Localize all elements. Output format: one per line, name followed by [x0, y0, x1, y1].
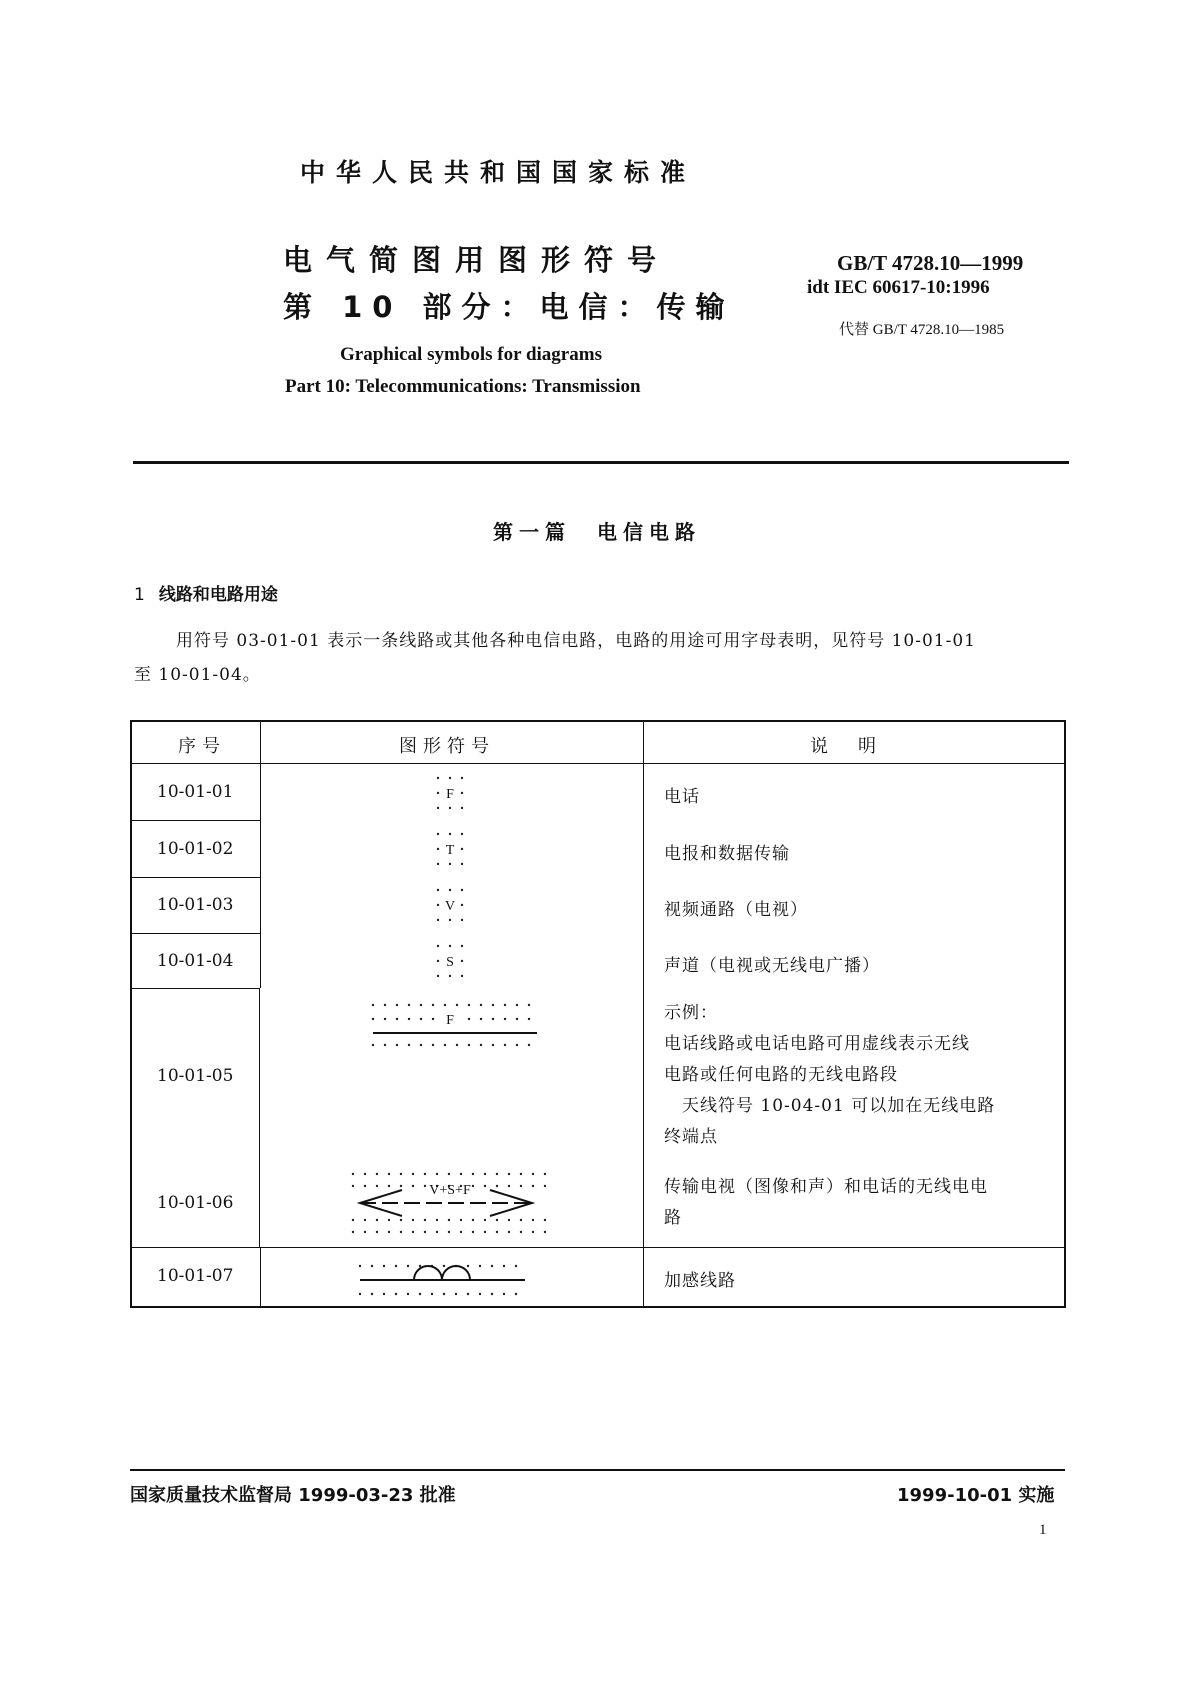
dot-mark — [395, 1293, 397, 1295]
symbol-letter: F — [446, 1013, 454, 1028]
header-description: 说 明 — [810, 736, 882, 757]
dot-mark — [449, 975, 451, 977]
symbol-letter: T — [445, 843, 455, 858]
dot-mark — [503, 1293, 505, 1295]
dot-mark — [364, 1231, 366, 1233]
dot-mark — [372, 1044, 374, 1046]
dot-mark — [449, 807, 451, 809]
dot-mark — [432, 1044, 434, 1046]
dot-mark — [461, 904, 463, 906]
dot-mark — [508, 1185, 510, 1187]
dot-mark — [544, 1173, 546, 1175]
row-description: 声道（电视或无线电广播） — [664, 956, 880, 976]
dot-mark — [444, 1044, 446, 1046]
dot-mark — [396, 1004, 398, 1006]
dot-mark — [443, 1293, 445, 1295]
intro-paragraph-line-1: 用符号 03-01-01 表示一条线路或其他各种电信电路，电路的用途可用字母表明，见符号 10-01-01 — [176, 631, 976, 651]
dot-mark — [449, 777, 451, 779]
dot-mark — [504, 1004, 506, 1006]
dot-mark — [437, 960, 439, 962]
dot-mark — [364, 1185, 366, 1187]
dot-mark — [516, 1044, 518, 1046]
dot-mark — [515, 1293, 517, 1295]
dot-mark — [520, 1185, 522, 1187]
dot-mark — [492, 1018, 494, 1020]
dot-mark — [400, 1219, 402, 1221]
dot-mark — [484, 1231, 486, 1233]
dot-mark — [384, 1044, 386, 1046]
dot-mark — [352, 1231, 354, 1233]
dot-mark — [412, 1231, 414, 1233]
dot-mark — [467, 1293, 469, 1295]
part-heading: 第一篇 电信电路 — [493, 520, 701, 544]
symbol-letter: S — [446, 955, 454, 970]
dot-mark — [432, 1018, 434, 1020]
dot-mark — [484, 1185, 486, 1187]
dot-mark — [412, 1173, 414, 1175]
dot-mark — [480, 1018, 482, 1020]
dot-mark — [449, 863, 451, 865]
dot-mark — [437, 863, 439, 865]
dot-mark — [420, 1004, 422, 1006]
dot-mark — [532, 1173, 534, 1175]
dot-mark — [461, 889, 463, 891]
page-number: 1 — [1039, 1522, 1047, 1538]
dot-mark — [400, 1231, 402, 1233]
dot-mark — [400, 1185, 402, 1187]
dot-mark — [431, 1293, 433, 1295]
dot-mark — [388, 1173, 390, 1175]
dot-mark — [467, 1265, 469, 1267]
dot-mark — [491, 1293, 493, 1295]
dot-mark — [372, 1018, 374, 1020]
dot-mark — [412, 1185, 414, 1187]
row-number: 10-01-03 — [157, 895, 234, 915]
dot-mark — [480, 1044, 482, 1046]
national-standard-heading: 中华人民共和国国家标准 — [300, 158, 697, 187]
dot-mark — [484, 1219, 486, 1221]
dot-mark — [544, 1219, 546, 1221]
dot-mark — [508, 1219, 510, 1221]
description-line: 电路或任何电路的无线电路段 — [664, 1065, 898, 1085]
title-chinese-line-1: 电气简图用图形符号 — [283, 243, 671, 277]
dot-mark — [515, 1265, 517, 1267]
dot-mark — [443, 1265, 445, 1267]
row-description: 电话 — [664, 787, 700, 807]
dot-mark — [461, 777, 463, 779]
dot-mark — [436, 1231, 438, 1233]
row-description: 加感线路 — [664, 1271, 736, 1291]
dot-mark — [448, 1173, 450, 1175]
dot-mark — [544, 1185, 546, 1187]
dot-mark — [479, 1265, 481, 1267]
symbol-letter: F — [446, 787, 454, 802]
symbol-letters-group — [429, 787, 471, 1198]
dot-mark — [508, 1231, 510, 1233]
dot-mark — [407, 1293, 409, 1295]
dot-mark — [437, 919, 439, 921]
dot-mark — [504, 1044, 506, 1046]
dot-mark — [496, 1173, 498, 1175]
description-line: 示例： — [664, 1003, 718, 1023]
dot-mark — [424, 1185, 426, 1187]
dot-mark — [455, 1293, 457, 1295]
dot-mark — [479, 1293, 481, 1295]
dot-mark — [396, 1018, 398, 1020]
dot-mark — [383, 1265, 385, 1267]
dot-mark — [528, 1044, 530, 1046]
dot-mark — [352, 1219, 354, 1221]
dot-mark — [472, 1185, 474, 1187]
dot-mark — [388, 1219, 390, 1221]
dot-mark — [468, 1004, 470, 1006]
row-number: 10-01-06 — [157, 1193, 234, 1213]
dot-mark — [520, 1173, 522, 1175]
dot-mark — [364, 1173, 366, 1175]
dot-mark — [424, 1173, 426, 1175]
dot-mark — [461, 975, 463, 977]
dot-mark — [371, 1293, 373, 1295]
dot-mark — [407, 1265, 409, 1267]
footer-approval: 国家质量技术监督局 1999-03-23 批准 — [130, 1485, 456, 1506]
dot-mark — [364, 1219, 366, 1221]
idt-code: idt IEC 60617-10:1996 — [807, 277, 990, 298]
row-number: 10-01-07 — [157, 1266, 234, 1286]
title-english-line-2: Part 10: Telecommunications: Transmission — [285, 376, 641, 397]
dot-mark — [395, 1265, 397, 1267]
dot-mark — [468, 1018, 470, 1020]
dot-mark — [376, 1173, 378, 1175]
dot-mark — [468, 1044, 470, 1046]
footer-divider — [130, 1469, 1065, 1471]
dot-mark — [424, 1231, 426, 1233]
dot-mark — [383, 1293, 385, 1295]
symbol-letter: V — [444, 899, 456, 914]
dot-mark — [456, 1044, 458, 1046]
dot-mark — [448, 1231, 450, 1233]
dot-mark — [436, 1219, 438, 1221]
dot-mark — [461, 848, 463, 850]
dot-mark — [424, 1219, 426, 1221]
dot-mark — [461, 833, 463, 835]
dot-mark — [388, 1185, 390, 1187]
dot-mark — [449, 889, 451, 891]
dot-mark — [371, 1265, 373, 1267]
dot-mark — [456, 1004, 458, 1006]
dot-mark — [388, 1231, 390, 1233]
dot-mark — [532, 1185, 534, 1187]
dot-mark — [516, 1004, 518, 1006]
dot-mark — [352, 1185, 354, 1187]
dot-mark — [432, 1004, 434, 1006]
dot-mark — [461, 960, 463, 962]
description-line: 终端点 — [664, 1127, 718, 1147]
dot-mark — [472, 1173, 474, 1175]
dot-mark — [496, 1185, 498, 1187]
row-number: 10-01-04 — [157, 951, 234, 971]
section-number: 1 — [134, 585, 145, 605]
dot-mark — [376, 1185, 378, 1187]
dot-mark — [352, 1173, 354, 1175]
dot-mark — [400, 1173, 402, 1175]
dot-mark — [420, 1044, 422, 1046]
loading-coil-icon — [414, 1266, 470, 1280]
title-english-line-1: Graphical symbols for diagrams — [340, 344, 602, 365]
dot-mark — [436, 1173, 438, 1175]
dot-mark — [408, 1044, 410, 1046]
dot-mark — [461, 919, 463, 921]
dot-mark — [491, 1265, 493, 1267]
row-number: 10-01-05 — [157, 1066, 234, 1086]
intro-paragraph-line-2: 至 10-01-04。 — [134, 665, 261, 685]
dot-mark — [376, 1219, 378, 1221]
dot-mark — [437, 833, 439, 835]
symbol-letter: V+S+F — [429, 1183, 471, 1198]
dot-mark — [437, 889, 439, 891]
dot-mark — [520, 1231, 522, 1233]
row-description: 视频通路（电视） — [664, 900, 808, 920]
dot-mark — [516, 1018, 518, 1020]
dot-mark — [508, 1173, 510, 1175]
dot-mark — [461, 863, 463, 865]
dot-mark — [528, 1018, 530, 1020]
dot-mark — [492, 1044, 494, 1046]
row-number: 10-01-01 — [157, 782, 234, 802]
dot-mark — [359, 1265, 361, 1267]
dot-mark — [448, 1219, 450, 1221]
dot-mark — [532, 1231, 534, 1233]
dot-mark — [503, 1265, 505, 1267]
dot-mark — [437, 975, 439, 977]
dot-mark — [376, 1231, 378, 1233]
dot-mark — [384, 1004, 386, 1006]
dot-mark — [437, 807, 439, 809]
dot-mark — [437, 945, 439, 947]
dot-mark — [412, 1219, 414, 1221]
dot-mark — [472, 1231, 474, 1233]
dot-mark — [437, 904, 439, 906]
header-no: 序号 — [178, 736, 226, 757]
dot-mark — [461, 792, 463, 794]
replaces-note: 代替 GB/T 4728.10—1985 — [839, 322, 1005, 338]
dot-mark — [460, 1219, 462, 1221]
title-chinese-line-2: 第 10 部分：电信：传输 — [283, 290, 735, 324]
dot-mark — [532, 1219, 534, 1221]
dot-mark — [437, 848, 439, 850]
dot-mark — [449, 945, 451, 947]
dot-mark — [492, 1004, 494, 1006]
dot-mark — [420, 1018, 422, 1020]
dot-mark — [544, 1231, 546, 1233]
dot-mark — [372, 1004, 374, 1006]
symbol-strokes-group — [360, 1033, 537, 1280]
dot-mark — [461, 807, 463, 809]
dot-mark — [449, 919, 451, 921]
dot-mark — [484, 1173, 486, 1175]
dot-mark — [504, 1018, 506, 1020]
dot-mark — [480, 1004, 482, 1006]
standard-code: GB/T 4728.10—1999 — [837, 251, 1024, 275]
dot-mark — [461, 945, 463, 947]
row-number: 10-01-02 — [157, 839, 234, 859]
dot-mark — [460, 1231, 462, 1233]
dot-mark — [437, 792, 439, 794]
dot-mark — [408, 1018, 410, 1020]
section-title: 线路和电路用途 — [158, 585, 278, 605]
footer-effective-date: 1999-10-01 实施 — [897, 1485, 1055, 1506]
description-line: 电话线路或电话电路可用虚线表示无线 — [664, 1034, 970, 1054]
dot-mark — [449, 833, 451, 835]
dot-mark — [528, 1004, 530, 1006]
dot-mark — [359, 1293, 361, 1295]
dot-mark — [472, 1219, 474, 1221]
row-description: 电报和数据传输 — [664, 844, 790, 864]
dot-mark — [496, 1231, 498, 1233]
dot-mark — [460, 1173, 462, 1175]
dot-mark — [444, 1004, 446, 1006]
dot-mark — [396, 1044, 398, 1046]
dot-mark — [496, 1219, 498, 1221]
dot-mark — [437, 777, 439, 779]
description-line: 路 — [664, 1208, 682, 1228]
description-line: 传输电视（图像和声）和电话的无线电电 — [664, 1177, 988, 1197]
dot-mark — [520, 1219, 522, 1221]
dot-mark — [384, 1018, 386, 1020]
header-symbol: 图形符号 — [399, 736, 495, 757]
dot-mark — [408, 1004, 410, 1006]
dot-mark — [419, 1293, 421, 1295]
description-line: 天线符号 10-04-01 可以加在无线电路 — [664, 1096, 996, 1116]
